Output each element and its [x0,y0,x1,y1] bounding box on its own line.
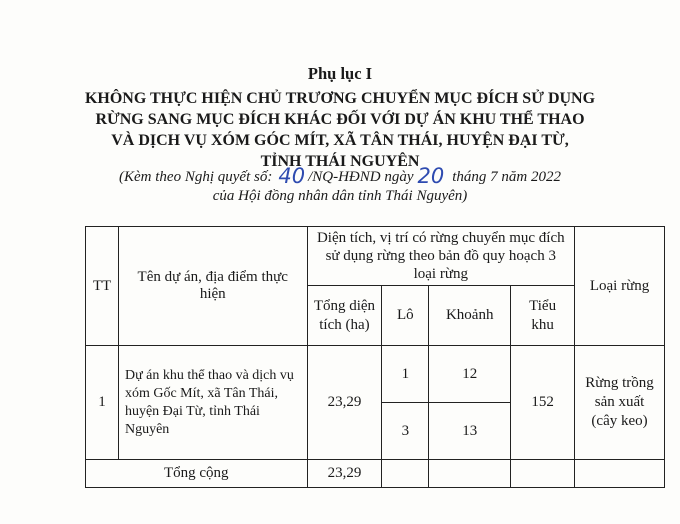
subtitle-suffix: tháng 7 năm 2022 [452,169,561,185]
header-tt: TT [86,227,119,346]
row-project: Dự án khu thể thao và dịch vụ xóm Gốc Mít, xã Tân Thái, huyện Đại Từ, tỉnh Thái Nguyên [118,346,307,460]
total-value: 23,29 [307,460,382,488]
plot-lot: 3 [382,403,429,460]
header-sub-zone: Tiểu khu [511,286,575,346]
row-forest-type: Rừng trồng sản xuất (cây keo) [575,346,665,460]
subtitle-line2: của Hội đồng nhân dân tỉnh Thái Nguyên) [212,188,468,204]
title-line: KHÔNG THỰC HIỆN CHỦ TRƯƠNG CHUYỂN MỤC ĐÍCH SỬ DỤNG [84,90,596,107]
total-empty-cell [382,460,429,488]
plot-compartment: 12 [429,346,511,403]
row-sub-zone: 152 [511,346,575,460]
document-subtitle [0,164,680,206]
header-project: Tên dự án, địa điểm thực hiện [118,227,307,346]
total-label: Tổng cộng [86,460,308,488]
header-total-area: Tổng diện tích (ha) [307,286,382,346]
total-empty-cell [511,460,575,488]
handwritten-day: 20 [417,164,445,188]
header-compartment: Khoảnh [429,286,511,346]
plot-compartment: 13 [429,403,511,460]
project-table [85,226,665,488]
title-line: TỈNH THÁI NGUYÊN [260,153,420,170]
title-line: VÀ DỊCH VỤ XÓM GÓC MÍT, XÃ TÂN THÁI, HUYỆN ĐẠI TỪ, [111,132,569,149]
plot-lot: 1 [382,346,429,403]
total-empty-cell [429,460,511,488]
header-area-group: Diện tích, vị trí có rừng chuyển mục đích sử dụng rừng theo bản đồ quy hoạch 3 loại rừng [307,227,575,286]
row-total-area: 23,29 [307,346,382,460]
header-lot: Lô [382,286,429,346]
appendix-title: Phụ lục I [307,64,373,83]
document-title [0,88,680,172]
handwritten-resolution-number: 40 [278,164,306,188]
subtitle-code: /NQ-HĐND ngày [308,169,414,185]
title-line: RỪNG SANG MỤC ĐÍCH KHÁC ĐỐI VỚI DỰ ÁN KHU THỂ THAO [95,111,585,128]
total-empty-cell [575,460,665,488]
header-forest-type: Loại rừng [575,227,665,346]
row-tt: 1 [86,346,119,460]
subtitle-prefix: (Kèm theo Nghị quyết số: [119,169,273,185]
